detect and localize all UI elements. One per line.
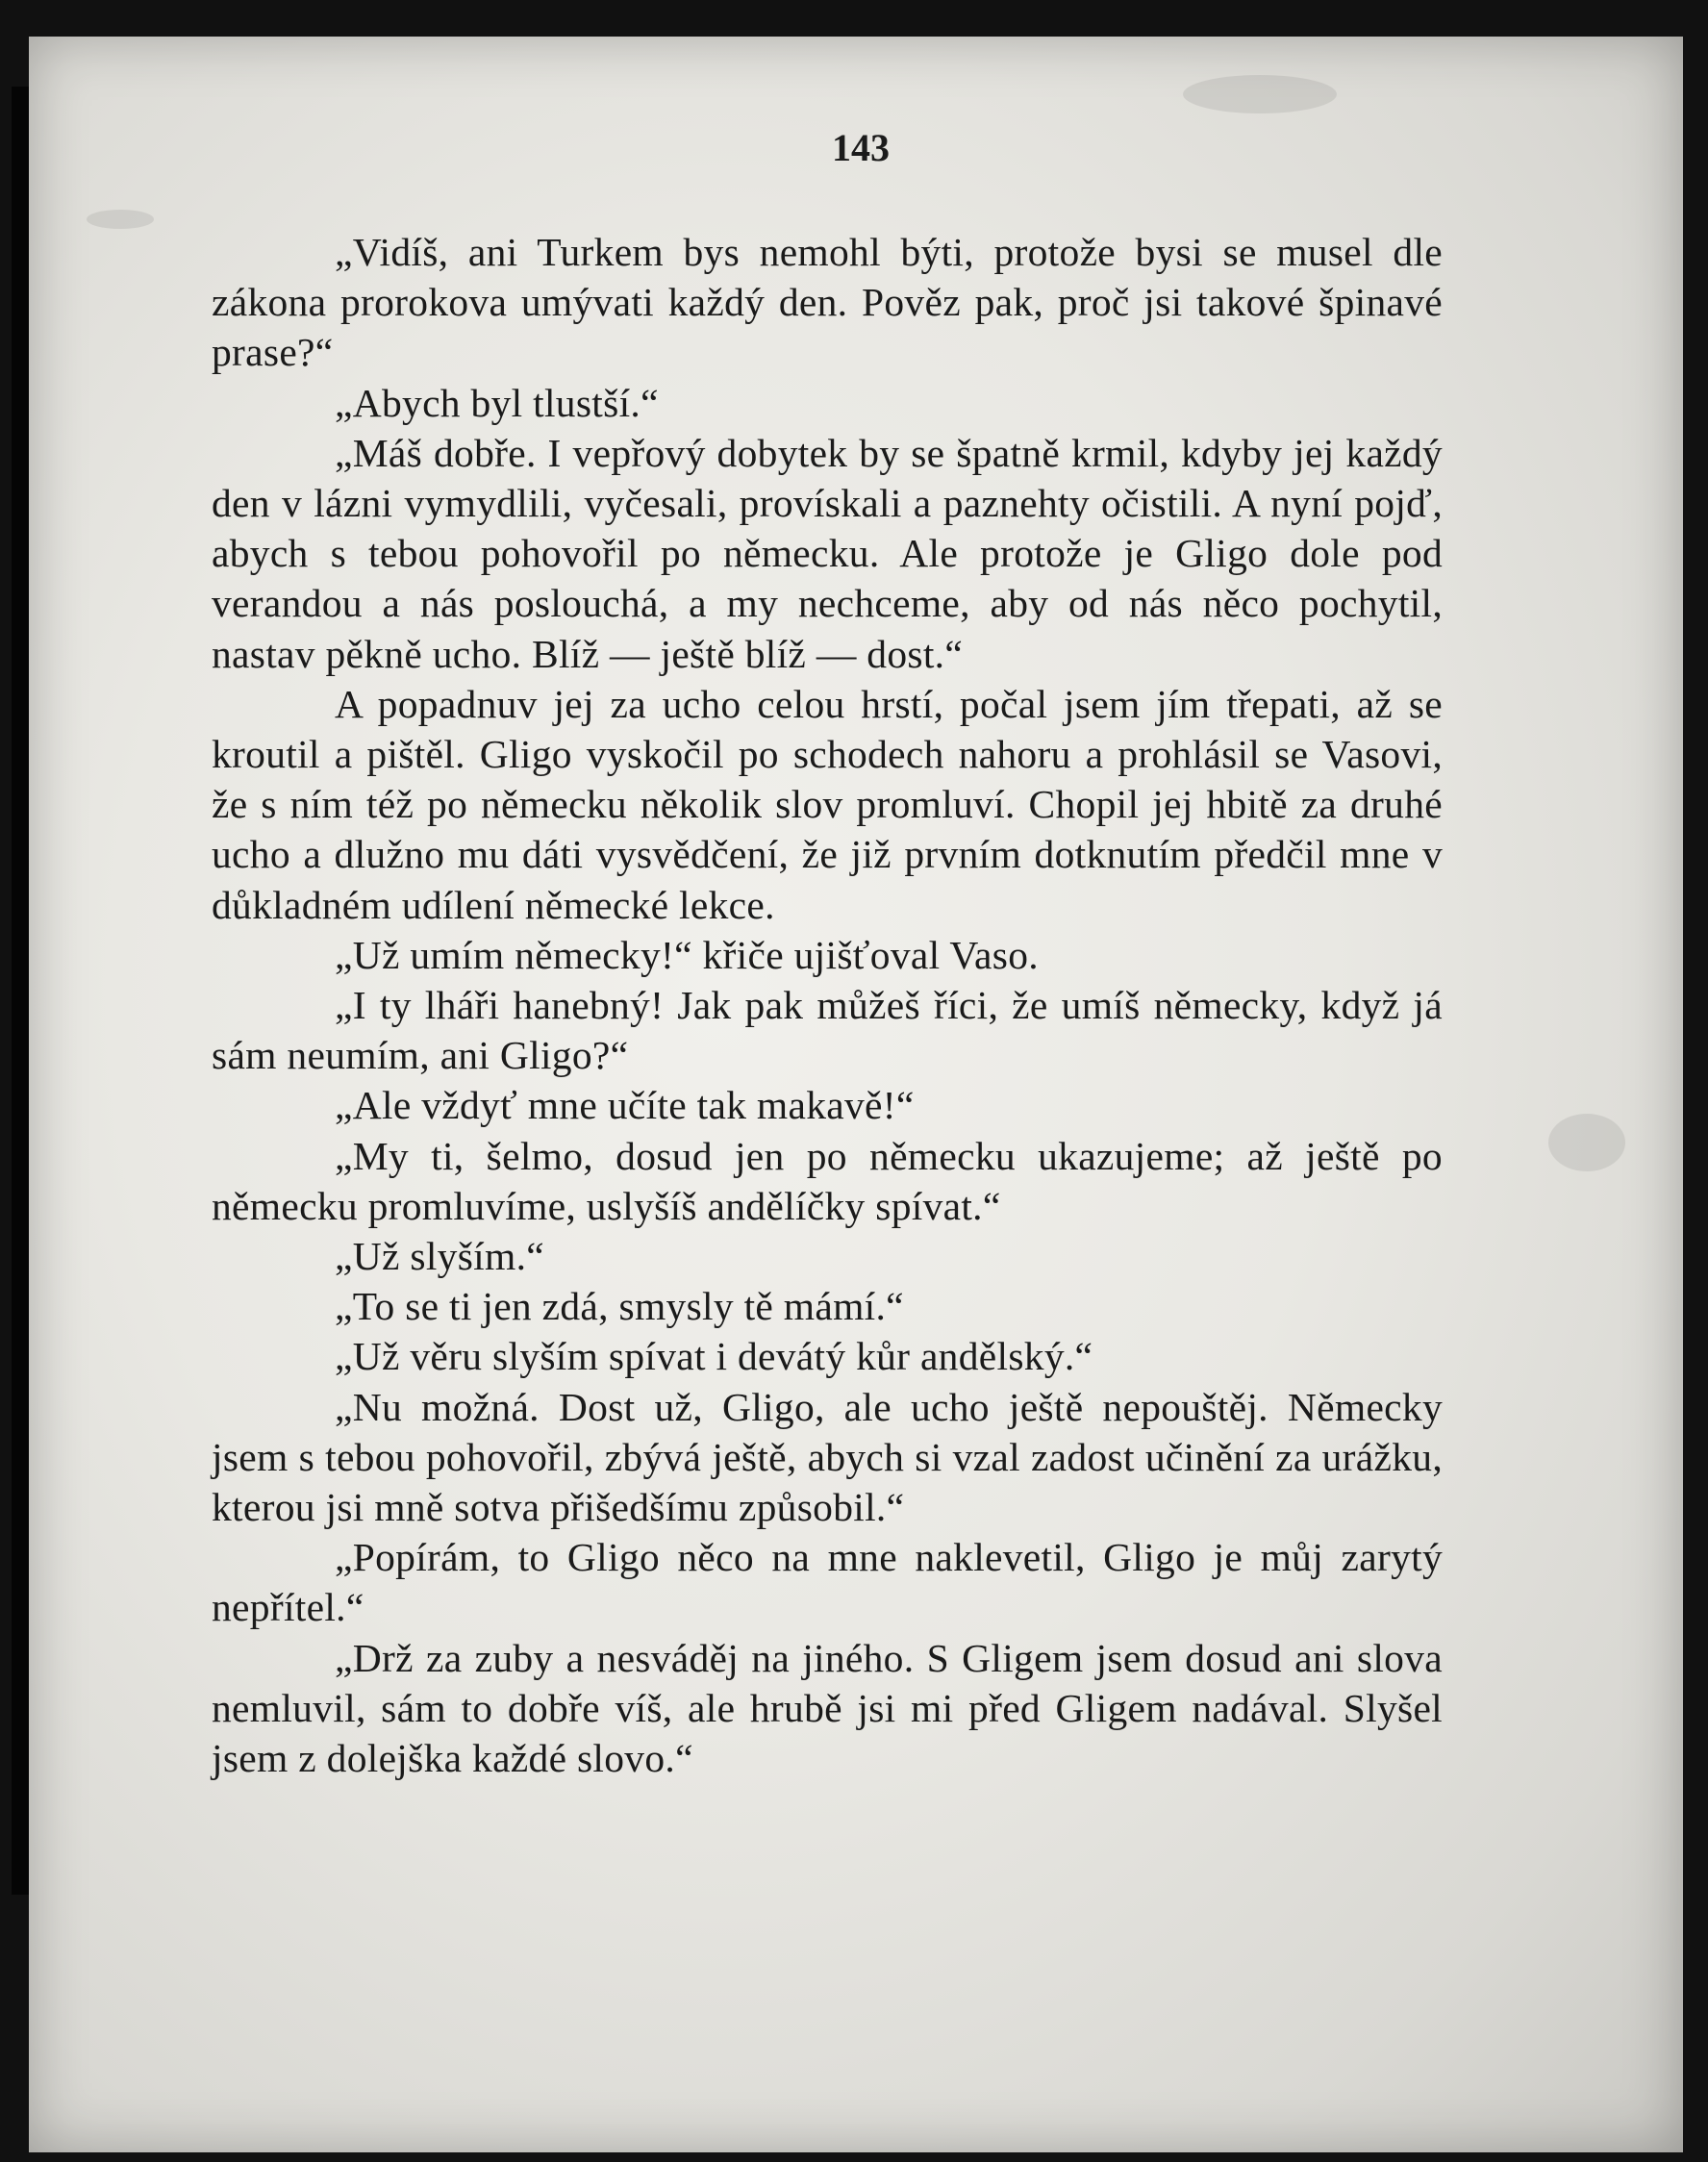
book-page — [29, 37, 1683, 2152]
paragraph: A popadnuv jej za ucho celou hrstí, počal jsem jím třepati, až se kroutil a pištěl. Gligo vyskočil po schodech nahoru a prohlásil se Vasovi, že s ním též po německu několik slov promluví. Chopil jej hbitě za druhé ucho a dlužno mu dáti vysvědčení, že již prvním dotknutím předčil mne v důkladném udílení německé lekce. — [212, 681, 1443, 927]
paper-smudge — [1548, 1114, 1625, 1171]
book-binding-edge — [12, 87, 29, 1895]
paragraph: „Už věru slyším spívat i devátý kůr andělský.“ — [335, 1334, 1093, 1379]
paragraph: „Nu možná. Dost už, Gligo, ale ucho ještě nepouštěj. Německy jsem s tebou pohovořil, zbývá ještě, abych si vzal zadost učinění za urážku, kterou jsi mně sotva přišedšímu způsobil.“ — [212, 1384, 1443, 1530]
paragraph: „Abych byl tlustší.“ — [335, 380, 659, 425]
paragraph: „Ale vždyť mne učíte tak makavě!“ — [335, 1083, 915, 1128]
body-text — [212, 227, 1443, 1783]
paragraph: „Vidíš, ani Turkem bys nemohl býti, protože bysi se musel dle zákona prorokova umývati každý den. Pověz pak, proč jsi takové špinavé prase?“ — [212, 230, 1443, 375]
paragraph: „Popírám, to Gligo něco na mne naklevetil, Gligo je můj zarytý nepřítel.“ — [212, 1535, 1443, 1630]
paragraph: „I ty lháři hanebný! Jak pak můžeš říci, že umíš německy, když já sám neumím, ani Gligo?“ — [212, 983, 1443, 1078]
paragraph: „Už umím německy!“ křiče ujišťoval Vaso. — [335, 932, 1039, 977]
page-number: 143 — [832, 126, 890, 169]
paper-smudge — [1183, 75, 1337, 113]
paragraph: „Máš dobře. I vepřový dobytek by se špatně krmil, kdyby jej každý den v lázni vymydlili, vyčesali, provískali a paznehty očistili. A nyní pojď, abych s tebou pohovořil po německu. Ale protože je Gligo dole pod verandou a nás poslouchá, a my nechceme, aby od nás něco pochytil, nastav pěkně ucho. Blíž — ještě blíž — dost.“ — [212, 430, 1443, 676]
paragraph: „Drž za zuby a nesváděj na jiného. S Gligem jsem dosud ani slova nemluvil, sám to dobře víš, ale hrubě jsi mi před Gligem nadával. Slyšel jsem z dolejška každé slovo.“ — [212, 1635, 1443, 1781]
paragraph: „Už slyším.“ — [335, 1234, 544, 1279]
paragraph: „My ti, šelmo, dosud jen po německu ukazujeme; až ještě po německu promluvíme, uslyšíš andělíčky spívat.“ — [212, 1133, 1443, 1228]
paper-smudge — [87, 210, 154, 229]
paragraph: „To se ti jen zdá, smysly tě mámí.“ — [335, 1284, 904, 1329]
